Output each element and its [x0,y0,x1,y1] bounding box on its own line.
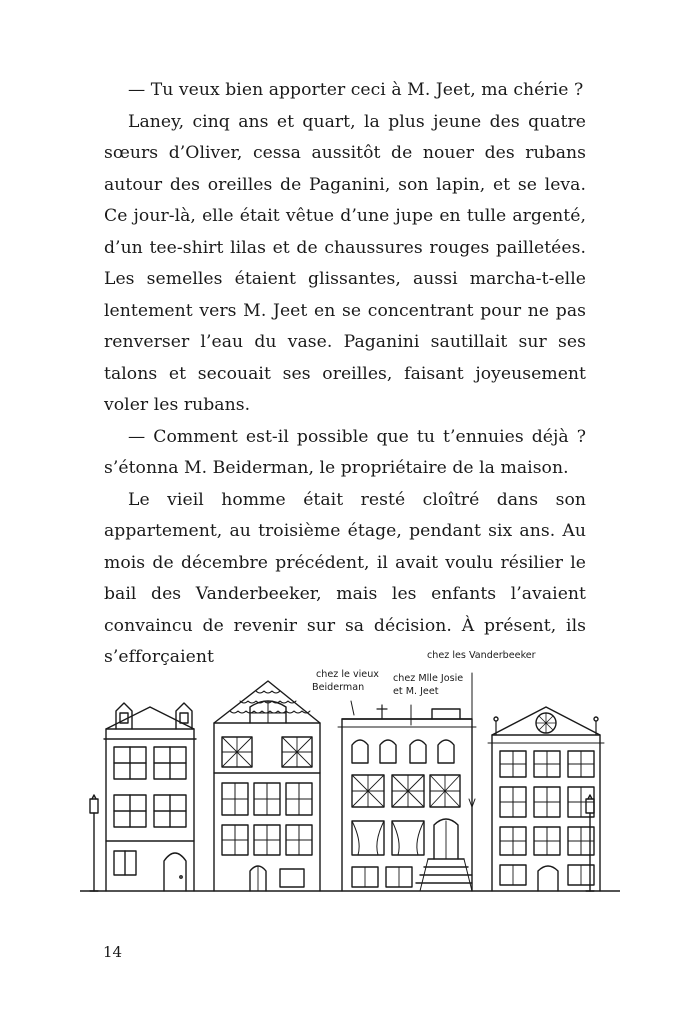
paragraph-laney: Laney, cinq ans et quart, la plus jeune des quatre sœurs d’Oliver, cessa aussitôt de nouer des rubans autour des oreilles de Paganini, son lapin, et se leva. Ce jour-là, elle était vêtue d’une jupe en tulle argenté, d’un tee-shirt lilas et de chaussures rouges pailletées. Les semelles étaient glissantes, aussi marcha-t-elle lentement vers M. Jeet en se concentrant pour ne pas renverser l’eau du vase. Paganini sautillait sur ses talons et secouait ses oreilles, faisant joyeusement voler les rubans. [104,111,586,415]
left-street-lamp [90,795,98,891]
right-street-lamp [586,795,594,891]
label-josie-2: et M. Jeet [393,686,439,697]
page-text [104,75,586,674]
paragraph-beiderman: Le vieil homme était resté cloîtré dans son appartement, au troisième étage, pendant six ans. Au mois de décembre précédent, il avait voulu résilier le bail des Vanderbeeker, mais les enfants l’avaient convaincu de revenir sur sa décision. À présent, ils s’efforçaient [104,489,586,667]
label-beiderman-2: Beiderman [312,682,365,693]
brownstones-illustration [80,645,620,895]
paragraph-dialogue-1: — Tu veux bien apporter ceci à M. Jeet, ma chérie ? [128,80,584,100]
label-beiderman-1: chez le vieux [316,669,379,680]
building-2 [214,681,320,891]
label-josie-1: chez Mlle Josie [393,673,464,684]
building-1 [104,703,196,891]
paragraph-dialogue-2: — Comment est-il possible que tu t’ennuies déjà ? s’étonna M. Beiderman, le propriétaire de la maison. [104,426,586,478]
building-3 [338,705,476,891]
page-number: 14 [103,943,123,961]
label-vanderbeeker: chez les Vanderbeeker [427,650,536,661]
